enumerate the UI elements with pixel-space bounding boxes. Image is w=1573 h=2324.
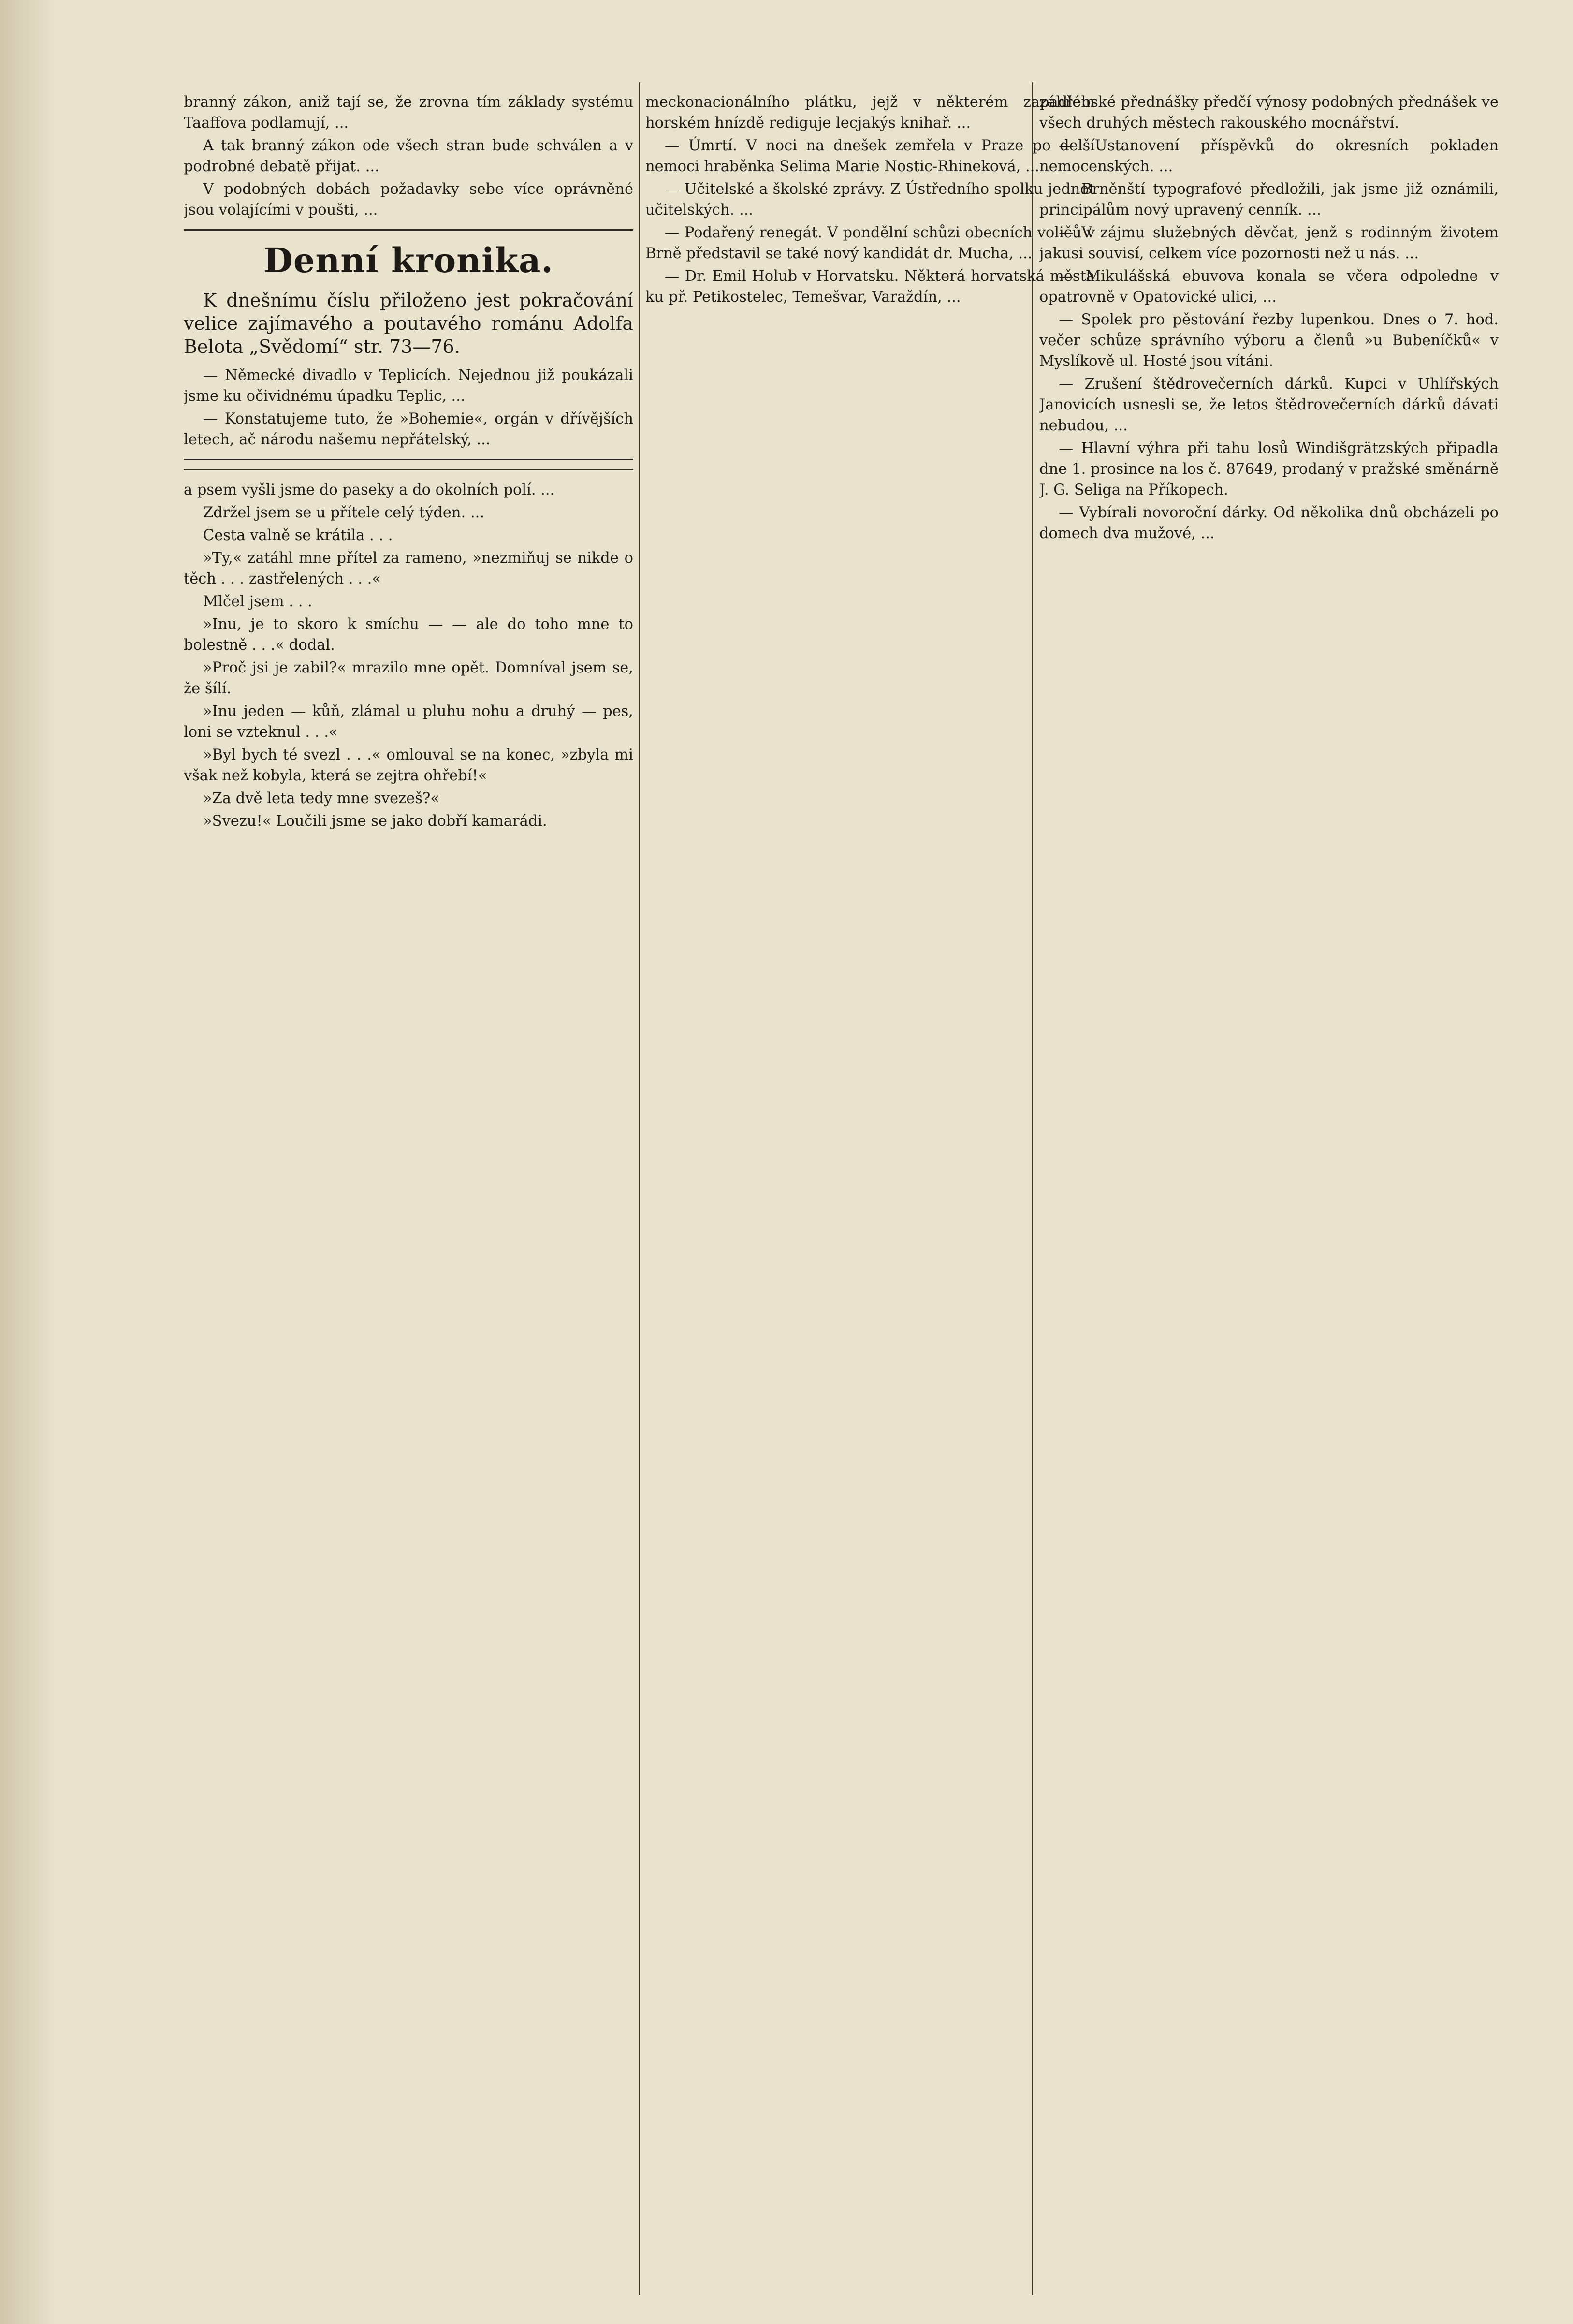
story-paragraph: a psem vyšli jsme do paseky a do okolních polí. ... xyxy=(184,482,555,498)
story-dialogue: »Za dvě leta tedy mne svezeš?« xyxy=(203,790,439,807)
article-paragraph: meckonacionálního plátku, jejž v některém zapadlém horském hnízdě rediguje lecjakýs knihař. ... xyxy=(645,94,1095,132)
article-paragraph: A tak branný zákon ode všech stran bude schválen a v podrobné debatě přijat. ... xyxy=(184,137,633,175)
article-paragraph: — Učitelské a školské zprávy. Z Ústředního spolku jednot učitelských. ... xyxy=(645,181,1095,219)
story-dialogue: »Inu jeden — kůň, zlámal u pluhu nohu a druhý — pes, loni se vzteknul . . .« xyxy=(184,703,633,741)
article-paragraph: — Konstatujeme tuto, že »Bohemie«, orgán v dřívějších letech, ač národu našemu nepřátelský, ... xyxy=(184,410,633,448)
article-paragraph: — Vybírali novoroční dárky. Od několika dnů obcházeli po domech dva mužové, ... xyxy=(1039,504,1499,542)
section-heading: Denní kronika. xyxy=(263,240,553,280)
page-edge-shadow xyxy=(0,0,58,2324)
article-paragraph: — Německé divadlo v Teplicích. Nejednou již poukázali jsme ku očividnému úpadku Teplic, ... xyxy=(184,367,633,405)
article-paragraph: V podobných dobách požadavky sebe více oprávněné jsou volajícími v poušti, ... xyxy=(184,181,633,219)
article-paragraph: záhřebské přednášky předčí výnosy podobných přednášek ve všech druhých městech rakouského mocnářství. xyxy=(1039,94,1499,132)
story-dialogue: »Proč jsi je zabil?« mrazilo mne opět. Domníval jsem se, že šílí. xyxy=(184,659,633,697)
article-paragraph: — Ustanovení příspěvků do okresních pokladen nemocenských. ... xyxy=(1039,137,1499,175)
story-dialogue: »Ty,« zatáhl mne přítel za rameno, »nezmiňuj se nikde o těch . . . zastřelených . . .« xyxy=(184,550,633,587)
column-3 xyxy=(1039,92,1499,2296)
story-paragraph: Cesta valně se krátila . . . xyxy=(203,527,393,544)
article-paragraph: — Hlavní výhra při tahu losů Windišgrätzských připadla dne 1. prosince na los č. 87649, prodaný v pražské směnárně J. G. Seliga na Příkopech. xyxy=(1039,440,1499,498)
section-lead: K dnešnímu číslu přiloženo jest pokračování velice zajímavého a poutavého románu Adolfa Belota „Svědomí“ str. 73—76. xyxy=(184,290,633,357)
feuilleton-divider-thin xyxy=(184,469,633,470)
story-dialogue: »Svezu!« Loučili jsme se jako dobří kamarádi. xyxy=(203,813,547,830)
column-2 xyxy=(645,92,1095,2296)
article-paragraph: — V zájmu služebných děvčat, jenž s rodinným životem jakusi souvisí, celkem více pozornosti než u nás. ... xyxy=(1039,224,1499,262)
column-1 xyxy=(184,92,633,2296)
story-dialogue: Mlčel jsem . . . xyxy=(203,593,312,610)
story-dialogue: »Byl bych té svezl . . .« omlouval se na konec, »zbyla mi však než kobyla, která se zejtra ohřebí!« xyxy=(184,746,633,784)
column-rule xyxy=(639,82,640,2295)
article-paragraph: branný zákon, aniž tají se, že zrovna tím základy systému Taaffova podlamují, ... xyxy=(184,94,633,132)
article-paragraph: — Spolek pro pěstování řezby lupenkou. Dnes o 7. hod. večer schůze správního výboru a členů »u Bubeníčků« v Myslíkově ul. Hosté jsou vítáni. xyxy=(1039,311,1499,370)
feuilleton-divider xyxy=(184,459,633,460)
story-dialogue: »Inu, je to skoro k smíchu — — ale do toho mne to bolestně . . .« dodal. xyxy=(184,616,633,654)
article-paragraph: — Zrušení štědrovečerních dárků. Kupci v Uhlířských Janovicích usnesli se, že letos štědrovečerních dárků dávati nebudou, ... xyxy=(1039,376,1499,434)
article-paragraph: — Podařený renegát. V pondělní schůzi obecních voličů v Brně představil se také nový kandidát dr. Mucha, ... xyxy=(645,224,1095,262)
article-paragraph: — Brněnští typografové předložili, jak jsme již oznámili, principálům nový upravený cenník. ... xyxy=(1039,181,1499,219)
article-paragraph: — Dr. Emil Holub v Horvatsku. Některá horvatská města ku př. Petikostelec, Temešvar, Varaždín, ... xyxy=(645,268,1095,306)
article-paragraph: — Mikulášská ebuvova konala se včera odpoledne v opatrovně v Opatovické ulici, ... xyxy=(1039,268,1499,306)
article-paragraph: — Úmrtí. V noci na dnešek zemřela v Praze po delší nemoci hraběnka Selima Marie Nostic-Rhineková, ... xyxy=(645,137,1095,175)
story-paragraph: Zdržel jsem se u přítele celý týden. ... xyxy=(203,504,485,521)
section-divider xyxy=(184,229,633,231)
